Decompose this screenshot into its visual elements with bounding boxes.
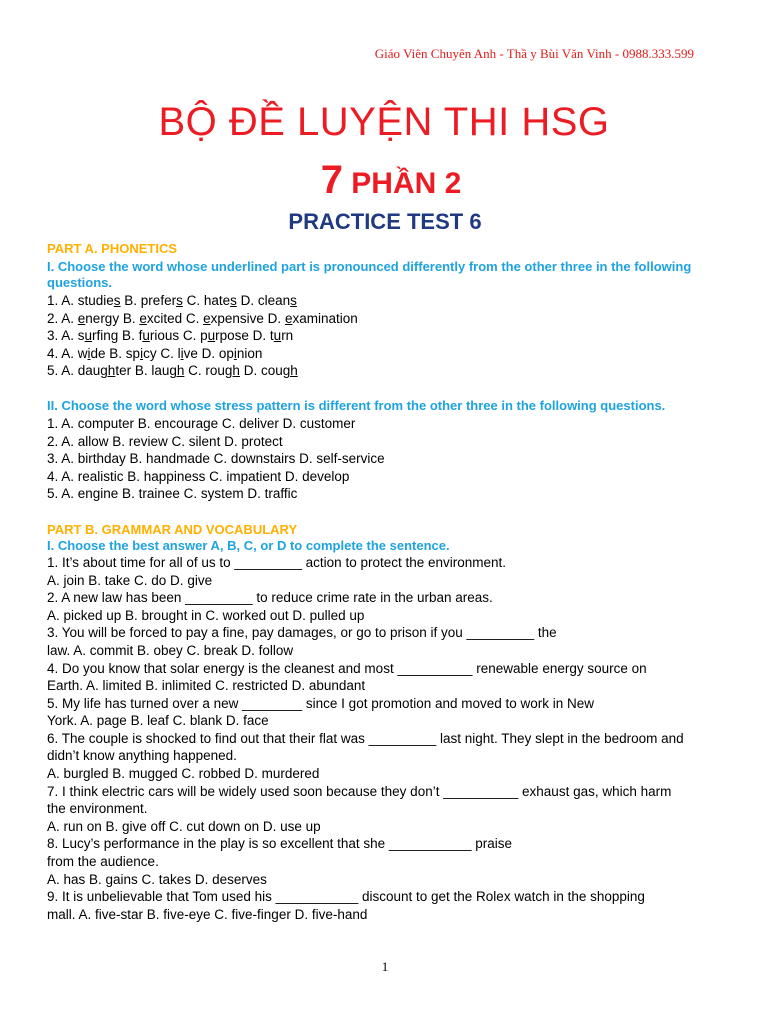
question-text: rious C. p xyxy=(149,328,208,344)
grammar-question-line: 4. Do you know that solar energy is the cleanest and most __________ renewable energy source on xyxy=(47,660,647,676)
question-text: B. prefer xyxy=(120,293,177,308)
underlined-segment: i xyxy=(180,345,184,361)
subtitle-text: PHẦN 2 xyxy=(351,167,462,200)
grammar-question-line: Earth. A. limited B. inlimited C. restricted D. abundant xyxy=(47,678,366,694)
part-a-section-2-instruction: II. Choose the word whose stress pattern is different from the other three in the following questions. xyxy=(47,397,666,413)
practice-test-title: PRACTICE TEST 6 xyxy=(288,209,482,234)
phonetics-question xyxy=(47,292,737,310)
underlined-segment: gh xyxy=(282,363,298,379)
question-text: 5. A. dau xyxy=(47,363,101,379)
underlined-segment: i xyxy=(233,345,237,361)
question-text: D. clean xyxy=(236,293,291,308)
document-subtitle xyxy=(0,158,768,203)
underlined-segment: u xyxy=(273,328,282,344)
grammar-question-line: law. A. commit B. obey C. break D. follow xyxy=(47,642,294,658)
underlined-segment: s xyxy=(176,293,183,308)
underlined-segment: s xyxy=(230,293,237,308)
page-number: 1 xyxy=(381,959,389,974)
phonetics-question xyxy=(47,362,737,380)
part-b-instruction: I. Choose the best answer A, B, C, or D to complete the sentence. xyxy=(47,537,450,553)
grammar-question-line: 5. My life has turned over a new ________ since I got promotion and moved to work in New xyxy=(47,695,595,711)
underlined-segment: gh xyxy=(169,363,185,379)
question-text: cy C. l xyxy=(143,345,181,361)
stress-question-list xyxy=(47,415,737,503)
grammar-question-line: 6. The couple is shocked to find out that their flat was _________ last night. They slept in the bedroom and xyxy=(47,730,684,746)
grammar-question-line: York. A. page B. leaf C. blank D. face xyxy=(47,713,269,729)
question-text: 4. A. w xyxy=(47,345,88,361)
question-text: xamination xyxy=(292,310,358,326)
question-text: xcited C. xyxy=(146,310,204,326)
question-text: ve D. op xyxy=(183,345,234,361)
question-text: nion xyxy=(236,345,263,361)
question-text: xpensive D. xyxy=(210,310,285,326)
grammar-question-line: didn’t know anything happened. xyxy=(47,748,237,764)
grammar-question-line: A. has B. gains C. takes D. deserves xyxy=(47,871,267,887)
grammar-question-line: 7. I think electric cars will be widely used soon because they don’t __________ exhaust gas, which harm xyxy=(47,783,672,799)
grammar-question-line: A. picked up B. brought in C. worked out D. pulled up xyxy=(47,607,365,623)
phonetics-question-list xyxy=(47,292,737,380)
stress-question: 3. A. birthday B. handmade C. downstairs D. self-service xyxy=(47,451,385,467)
part-b-heading: PART B. GRAMMAR AND VOCABULARY xyxy=(47,521,298,537)
part-a-heading: PART A. PHONETICS xyxy=(47,241,178,256)
stress-question: 5. A. engine B. trainee C. system D. traffic xyxy=(47,486,298,502)
underlined-segment: s xyxy=(113,293,121,308)
grammar-question-line: 9. It is unbelievable that Tom used his ___________ discount to get the Rolex watch in the shopping xyxy=(47,889,645,905)
question-text: D. cou xyxy=(239,363,283,379)
underlined-segment: i xyxy=(87,345,91,361)
underlined-segment: e xyxy=(139,310,147,326)
underlined-segment: e xyxy=(284,310,293,326)
underlined-segment: s xyxy=(290,293,297,308)
underlined-segment: e xyxy=(77,310,86,326)
document-title: BỘ ĐỀ LUYỆN THI HSG xyxy=(158,100,610,144)
spacer xyxy=(47,503,737,521)
stress-question: 4. A. realistic B. happiness C. impatient D. develop xyxy=(47,468,350,484)
grammar-question-line: A. run on B. give off C. cut down on D. use up xyxy=(47,818,321,834)
question-text: rfing B. f xyxy=(92,328,143,344)
grammar-question-line: the environment. xyxy=(47,801,148,817)
question-text: 2. A. xyxy=(47,310,78,326)
stress-question: 2. A. allow B. review C. silent D. protect xyxy=(47,433,283,449)
question-text: de B. sp xyxy=(90,345,141,361)
phonetics-question xyxy=(47,345,737,363)
underlined-segment: u xyxy=(84,328,93,344)
question-text: 1. A. studie xyxy=(47,293,114,308)
stress-question: 1. A. computer B. encourage C. deliver D. customer xyxy=(47,415,356,431)
question-text: nergy B. xyxy=(85,310,140,326)
phonetics-question xyxy=(47,310,737,328)
exam-content xyxy=(47,240,737,923)
question-text: ter B. lau xyxy=(115,363,170,379)
underlined-segment: u xyxy=(142,328,150,344)
question-text: 3. A. s xyxy=(47,328,85,344)
underlined-segment: u xyxy=(207,328,216,344)
grammar-question-line: A. join B. take C. do D. give xyxy=(47,572,213,588)
underlined-segment: gh xyxy=(224,363,240,379)
question-text: C. rou xyxy=(184,363,225,379)
grammar-question-line: A. burgled B. mugged C. robbed D. murdered xyxy=(47,766,320,782)
grammar-question-line: 1. It’s about time for all of us to _________ action to protect the environment. xyxy=(47,554,507,570)
grammar-question-line: 3. You will be forced to pay a fine, pay damages, or go to prison if you _________ the xyxy=(47,625,557,641)
grammar-question-line: from the audience. xyxy=(47,854,159,870)
grammar-question-line: mall. A. five-star B. five-eye C. five-finger D. five-hand xyxy=(47,906,368,922)
spacer xyxy=(47,380,737,398)
grammar-question-line: 8. Lucy’s performance in the play is so excellent that she ___________ praise xyxy=(47,836,513,852)
grammar-question-line: 2. A new law has been _________ to reduce crime rate in the urban areas. xyxy=(47,590,493,606)
question-text: rn xyxy=(281,328,294,344)
grammar-question-list xyxy=(47,554,737,923)
part-a-section-1-instruction: I. Choose the word whose underlined part is pronounced differently from the other three in the following questions. xyxy=(47,259,692,290)
teacher-header: Giáo Viên Chuyên Anh - Thầ y Bùi Văn Vinh - 0988.333.599 xyxy=(374,46,694,61)
underlined-segment: e xyxy=(203,310,211,326)
phonetics-question xyxy=(47,327,737,345)
underlined-segment: gh xyxy=(100,363,116,379)
question-text: rpose D. t xyxy=(215,328,274,344)
underlined-segment: i xyxy=(140,345,144,361)
question-text: C. hate xyxy=(182,293,231,308)
subtitle-number: 7 xyxy=(320,158,343,202)
